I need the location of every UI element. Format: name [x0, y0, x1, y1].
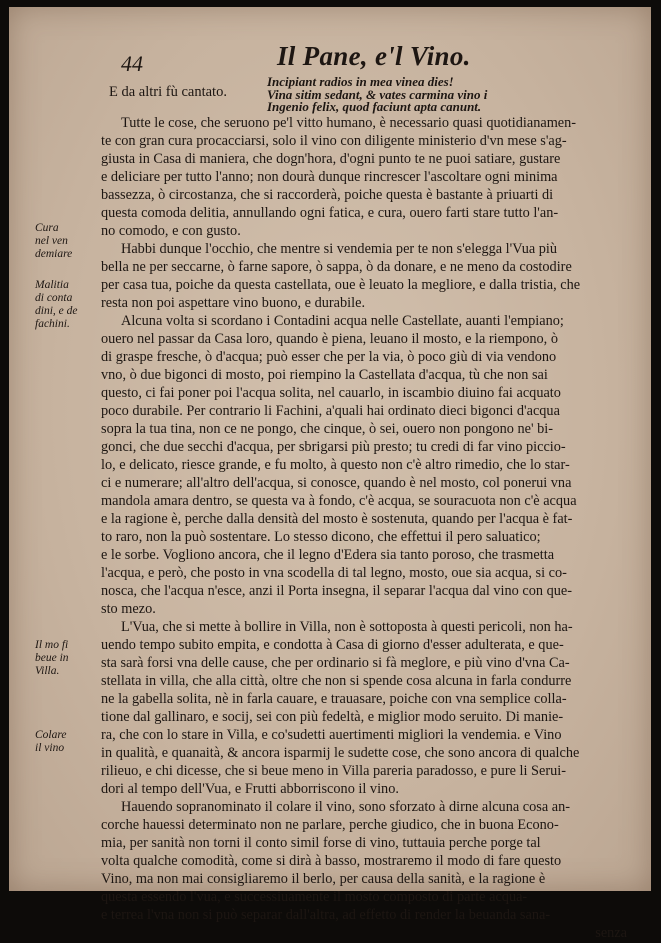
verse-line: Ingenio felix, quod faciunt apta canunt. [267, 99, 482, 114]
margin-note-line: il vino [35, 742, 65, 754]
margin-note-malitia [35, 279, 97, 331]
text-line: ci e numerare; all'altro dell'acqua, si conosce, quando è nel mosto, col ponerui vna [101, 475, 572, 491]
margin-note-colare [35, 729, 97, 755]
text-line: bassezza, ò circostanza, che si raccorderà, poiche questa è bastante à priuarti di [101, 187, 554, 203]
text-line: mia, per sanità non torni il conto simil forse di vino, tuttauia perche porge tal [101, 835, 541, 851]
margin-note-line: nel ven [35, 235, 68, 247]
text-line: lo, e delicato, riesce grande, e fu molto, à questo non c'è altro rimedio, che lo star- [101, 457, 570, 473]
text-line: tione dal gallinaro, e socij, sei con più fedeltà, e miglior modo seruito. Di manie- [101, 709, 564, 725]
text-line: resta non poi aspettare vino buono, e durabile. [101, 295, 366, 311]
margin-note-villa [35, 639, 97, 678]
catchword: senza [595, 925, 627, 941]
text-line: poco durabile. Per contrario li Fachini, a'quali hai ordinato dieci bigonci d'acqua [101, 403, 560, 419]
verse-line: Incipiant radios in mea vinea dies! [267, 74, 454, 89]
text-line: questo, ci fai poner poi l'acqua solita, nel cauarlo, in iscambio diuino fai acquato [101, 385, 561, 401]
margin-note-line: beue in [35, 652, 69, 664]
page-number: 44 [121, 51, 143, 76]
text-line: Hauendo sopranominato il colare il vino, sono sforzato à dirne alcuna cosa an- [121, 799, 571, 815]
text-line: ne la gabella solita, nè in farla cauare, e trauasare, poiche con vna semplice colla- [101, 691, 567, 707]
text-line: ra, che con lo stare in Villa, e co'sudetti auertimenti migliori la vendemia. e Vino [101, 727, 562, 743]
text-line: l'acqua, e però, che posto in vna scodella di tal legno, mosto, oue sia acqua, si co- [101, 565, 567, 581]
margin-note-line: Malitia [35, 279, 69, 291]
text-line: nosca, che l'acqua n'esce, anzi il Porta insegna, il separar l'acqua dal vino con que- [101, 583, 572, 599]
text-line: uendo tempo subito empita, e condotta à Casa di giorno d'esser adulterata, e que- [101, 637, 564, 653]
text-line: e le sorbe. Vogliono ancora, che il legno d'Edera sia tanto poroso, che trasmetta [101, 547, 555, 563]
text-line: Habbi dunque l'occhio, che mentre si vendemia per te non s'elegga l'Vua più [121, 241, 558, 257]
text-line: to raro, non la può sostentare. Lo stesso dicono, che effettui il pero saluatico; [101, 529, 541, 545]
text-line: ouero nel passar da Casa loro, quando è piena, leuano il mosto, e la riempono, ò [101, 331, 558, 347]
text-line: te con gran cura procacciarsi, solo il vino con diligente ministerio d'vn mese s'ag- [101, 133, 567, 149]
text-line: per casa tua, poiche da questa castellata, oue è leuato la megliore, e dalla tristia, che [101, 277, 581, 293]
text-line: e la ragione è, perche dalla densità del mosto è sostenuta, quando per l'acqua è fat- [101, 511, 573, 527]
verse-line: Vina sitim sedant, & vates carmina vino i [267, 86, 488, 102]
margin-note-line: Il mo fi [35, 639, 69, 651]
margin-note-line: fachini. [35, 318, 70, 330]
text-line: dori al tempo dell'Vua, e Frutti abborriscono il vino. [101, 781, 399, 797]
margin-note-line: Colare [35, 729, 67, 741]
text-line: gonci, che due secchi d'acqua, per sbrigarsi più presto; tu credi di far vino piccio- [101, 439, 566, 455]
margin-note-line: Villa. [35, 665, 60, 677]
text-line: no comodo, e con gusto. [101, 223, 241, 239]
running-title: Il Pane, e'l Vino. [277, 41, 471, 71]
text-line: stellata in villa, che alla città, oltre che non si spende cosa alcuna in farla condurre [101, 673, 572, 689]
text-line: e deliciare per tutto l'anno; non dourà dunque rincrescer l'ascoltare ogni minima [101, 169, 558, 185]
margin-note-cura [35, 222, 97, 261]
text-line: vno, ò due bigonci di mosto, poi riempino la Castellata d'acqua, tù che non sai [101, 367, 548, 383]
text-line: e terrea l'vna non si può separar dall'altra, ad effetto di render la beuanda sana- [101, 907, 551, 923]
text-line: mandola amara dentro, se questa va à fondo, c'è acqua, se souracuota non c'è acqua [101, 493, 577, 509]
text-line: sta sarà forsi vna delle cause, che per ordinario si fà meglore, e più vino d'vna Ca- [101, 655, 570, 671]
text-line: sto mezo. [101, 601, 156, 617]
text-line: giusta in Casa di maniera, che dogn'hora, d'ogni punto te ne puoi satiare, gustare [101, 151, 561, 167]
margin-note-line: demiare [35, 248, 73, 260]
text-line: in qualità, e quanaità, & ancora isparmij le sudette cose, che sono ancora di qualche [101, 745, 580, 761]
book-page [9, 7, 651, 941]
text-line: di graspe fresche, ò d'acqua; può esser che per la via, ò poco giù di via vendono [101, 349, 557, 365]
text-line: Vino, ma non mai consigliaremo il berlo, per causa della sanità, e la ragione è [101, 871, 546, 887]
text-line: sopra la tua tina, non ce ne pongo, che cinque, ò sei, ouero non pongono ne' bi- [101, 421, 554, 437]
margin-note-line: dini, e de [35, 305, 78, 317]
latin-verse [267, 76, 487, 114]
text-line: bella ne per seccarne, ò farne sapore, ò sappa, ò da donare, e ne meno da costodire [101, 259, 572, 275]
text-line: L'Vua, che si mette à bollire in Villa, non è sottoposta à questi pericoli, non ha- [121, 619, 573, 635]
margin-note-line: Cura [35, 222, 59, 234]
text-line: rilieuo, e chi dicesse, che si beue meno in Villa pareria paradosso, e pure li Serui- [101, 763, 566, 779]
text-line: Tutte le cose, che seruono pe'l vitto humano, è necessario quasi quotidianamen- [121, 115, 577, 131]
text-line: volta qualche comodità, come si dirà à basso, mostraremo il modo di fare questo [101, 853, 562, 869]
text-line: questa comoda delitia, annullando ogni fatica, e cura, ouero farti stare tutto l'an- [101, 205, 559, 221]
margin-note-line: di conta [35, 292, 73, 304]
text-line: Alcuna volta si scordano i Contadini acqua nelle Castellate, auanti l'empiano; [121, 313, 564, 329]
text-line: corche hauessi determinato non ne parlare, perche giudico, che in buona Econo- [101, 817, 559, 833]
intro-label: E da altri fù cantato. [109, 84, 227, 100]
text-line: questa essendo l'vua, e successiuamente il mosto composto di parte acqua- [101, 889, 528, 905]
